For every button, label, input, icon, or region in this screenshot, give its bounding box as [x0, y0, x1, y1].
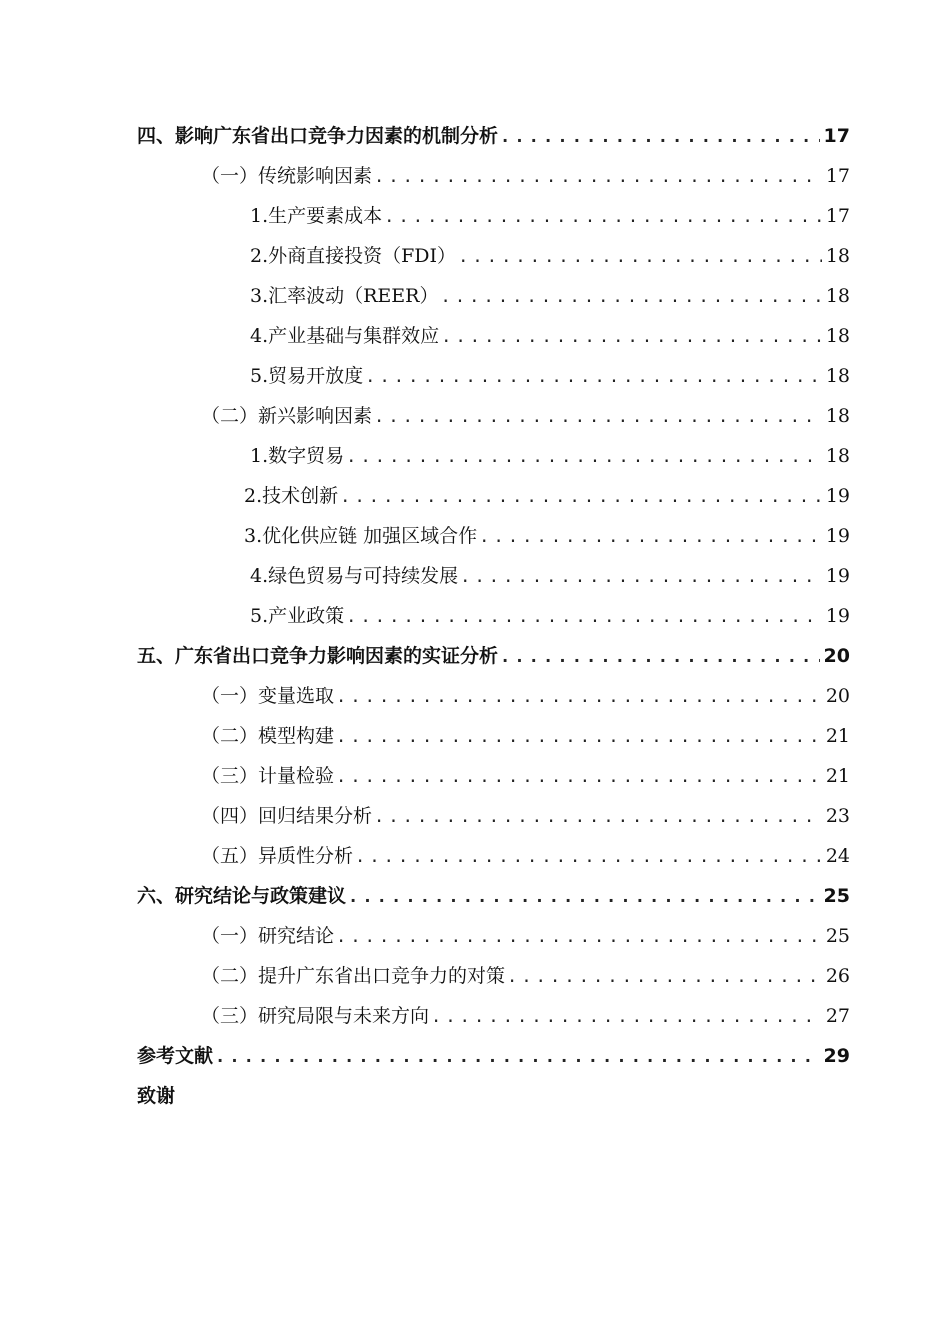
toc-entry[interactable]	[201, 756, 850, 796]
dot-leader	[374, 397, 822, 437]
dot-leader	[440, 277, 821, 317]
dot-leader	[460, 557, 822, 597]
toc-entry-label: 致谢	[137, 1085, 176, 1107]
toc-entry[interactable]	[137, 876, 850, 916]
toc-entry-label: 4.绿色贸易与可持续发展	[250, 565, 459, 587]
toc-entry-label: （二）提升广东省出口竞争力的对策	[201, 965, 506, 987]
toc-entry[interactable]	[137, 116, 850, 156]
toc-entry-page: 25	[823, 885, 850, 907]
toc-entry-label: （一）传统影响因素	[201, 165, 373, 187]
toc-entry-label: （一）研究结论	[201, 925, 335, 947]
toc-entry-page: 20	[825, 685, 850, 707]
toc-entry-label: （一）变量选取	[201, 685, 335, 707]
toc-entry[interactable]	[201, 716, 850, 756]
toc-entry[interactable]	[201, 396, 850, 436]
toc-entry[interactable]	[201, 676, 850, 716]
toc-entry-page: 27	[825, 1005, 850, 1027]
toc-entry[interactable]	[137, 1036, 850, 1076]
toc-entry-label: 2.外商直接投资（FDI）	[250, 245, 457, 267]
toc-entry[interactable]	[244, 516, 850, 556]
toc-entry-page: 19	[825, 565, 850, 587]
toc-entry-page: 18	[825, 245, 850, 267]
toc-entry-label: 3.优化供应链 加强区域合作	[244, 525, 478, 547]
toc-entry-page: 18	[825, 445, 850, 467]
toc-entry[interactable]	[201, 836, 850, 876]
toc-entry-label: 2.技术创新	[244, 485, 339, 507]
dot-leader	[500, 117, 820, 157]
toc-entry-page: 18	[825, 365, 850, 387]
toc-entry-page: 19	[825, 485, 850, 507]
dot-leader	[374, 157, 822, 197]
toc-entry-label: 五、广东省出口竞争力影响因素的实证分析	[137, 645, 499, 667]
dot-leader	[431, 997, 822, 1037]
toc-entry[interactable]	[201, 916, 850, 956]
toc-entry[interactable]	[201, 956, 850, 996]
toc-entry[interactable]	[201, 796, 850, 836]
toc-entry[interactable]	[201, 156, 850, 196]
toc-entry[interactable]	[137, 636, 850, 676]
toc-entry-page: 19	[825, 525, 850, 547]
toc-entry-label: 3.汇率波动（REER）	[250, 285, 439, 307]
toc-entry-page: 18	[825, 285, 850, 307]
toc-entry-label: （五）异质性分析	[201, 845, 354, 867]
toc-entry-page: 23	[825, 805, 850, 827]
toc-entry[interactable]	[250, 356, 850, 396]
toc-entry-acknowledgements[interactable]	[137, 1076, 850, 1116]
dot-leader	[374, 797, 822, 837]
toc-entry-page: 20	[823, 645, 850, 667]
toc-entry-page: 21	[825, 765, 850, 787]
toc-entry-page: 25	[825, 925, 850, 947]
toc-entry-label: （三）计量检验	[201, 765, 335, 787]
toc-entry-label: 四、影响广东省出口竞争力因素的机制分析	[137, 125, 499, 147]
dot-leader	[507, 957, 822, 997]
toc-entry[interactable]	[201, 996, 850, 1036]
toc-entry-page: 18	[825, 405, 850, 427]
dot-leader	[355, 837, 822, 877]
toc-entry-page: 17	[823, 125, 850, 147]
dot-leader	[346, 437, 822, 477]
toc-entry-page: 24	[825, 845, 850, 867]
dot-leader	[215, 1037, 820, 1077]
toc-entry[interactable]	[244, 476, 850, 516]
toc-entry-page: 17	[825, 165, 850, 187]
toc-entry-label: 1.数字贸易	[250, 445, 345, 467]
toc-entry-label: （三）研究局限与未来方向	[201, 1005, 430, 1027]
toc-entry-label: 六、研究结论与政策建议	[137, 885, 347, 907]
toc-entry-label: （四）回归结果分析	[201, 805, 373, 827]
toc-entry-page: 21	[825, 725, 850, 747]
toc-entry-label: 参考文献	[137, 1045, 214, 1067]
toc-entry-page: 18	[825, 325, 850, 347]
toc-entry[interactable]	[250, 596, 850, 636]
toc-entry[interactable]	[250, 236, 850, 276]
dot-leader	[336, 757, 822, 797]
toc-entry[interactable]	[250, 316, 850, 356]
toc-entry-page: 17	[825, 205, 850, 227]
dot-leader	[346, 597, 822, 637]
toc-entry[interactable]	[250, 276, 850, 316]
dot-leader	[340, 477, 822, 517]
toc-entry-label: （二）模型构建	[201, 725, 335, 747]
toc-entry-label: 1.生产要素成本	[250, 205, 383, 227]
dot-leader	[336, 717, 822, 757]
dot-leader	[479, 517, 822, 557]
dot-leader	[384, 197, 822, 237]
toc-entry[interactable]	[250, 436, 850, 476]
dot-leader	[365, 357, 822, 397]
dot-leader	[336, 677, 822, 717]
toc-entry-page: 26	[825, 965, 850, 987]
toc-entry-label: 4.产业基础与集群效应	[250, 325, 440, 347]
toc-entry[interactable]	[250, 556, 850, 596]
table-of-contents	[0, 116, 950, 1116]
dot-leader	[441, 317, 822, 357]
dot-leader	[348, 877, 820, 917]
toc-entry-page: 29	[823, 1045, 850, 1067]
toc-entry[interactable]	[250, 196, 850, 236]
dot-leader	[458, 237, 822, 277]
toc-entry-label: （二）新兴影响因素	[201, 405, 373, 427]
dot-leader	[336, 917, 822, 957]
toc-entry-label: 5.贸易开放度	[250, 365, 364, 387]
dot-leader	[500, 637, 820, 677]
toc-entry-label: 5.产业政策	[250, 605, 345, 627]
toc-entry-page: 19	[825, 605, 850, 627]
